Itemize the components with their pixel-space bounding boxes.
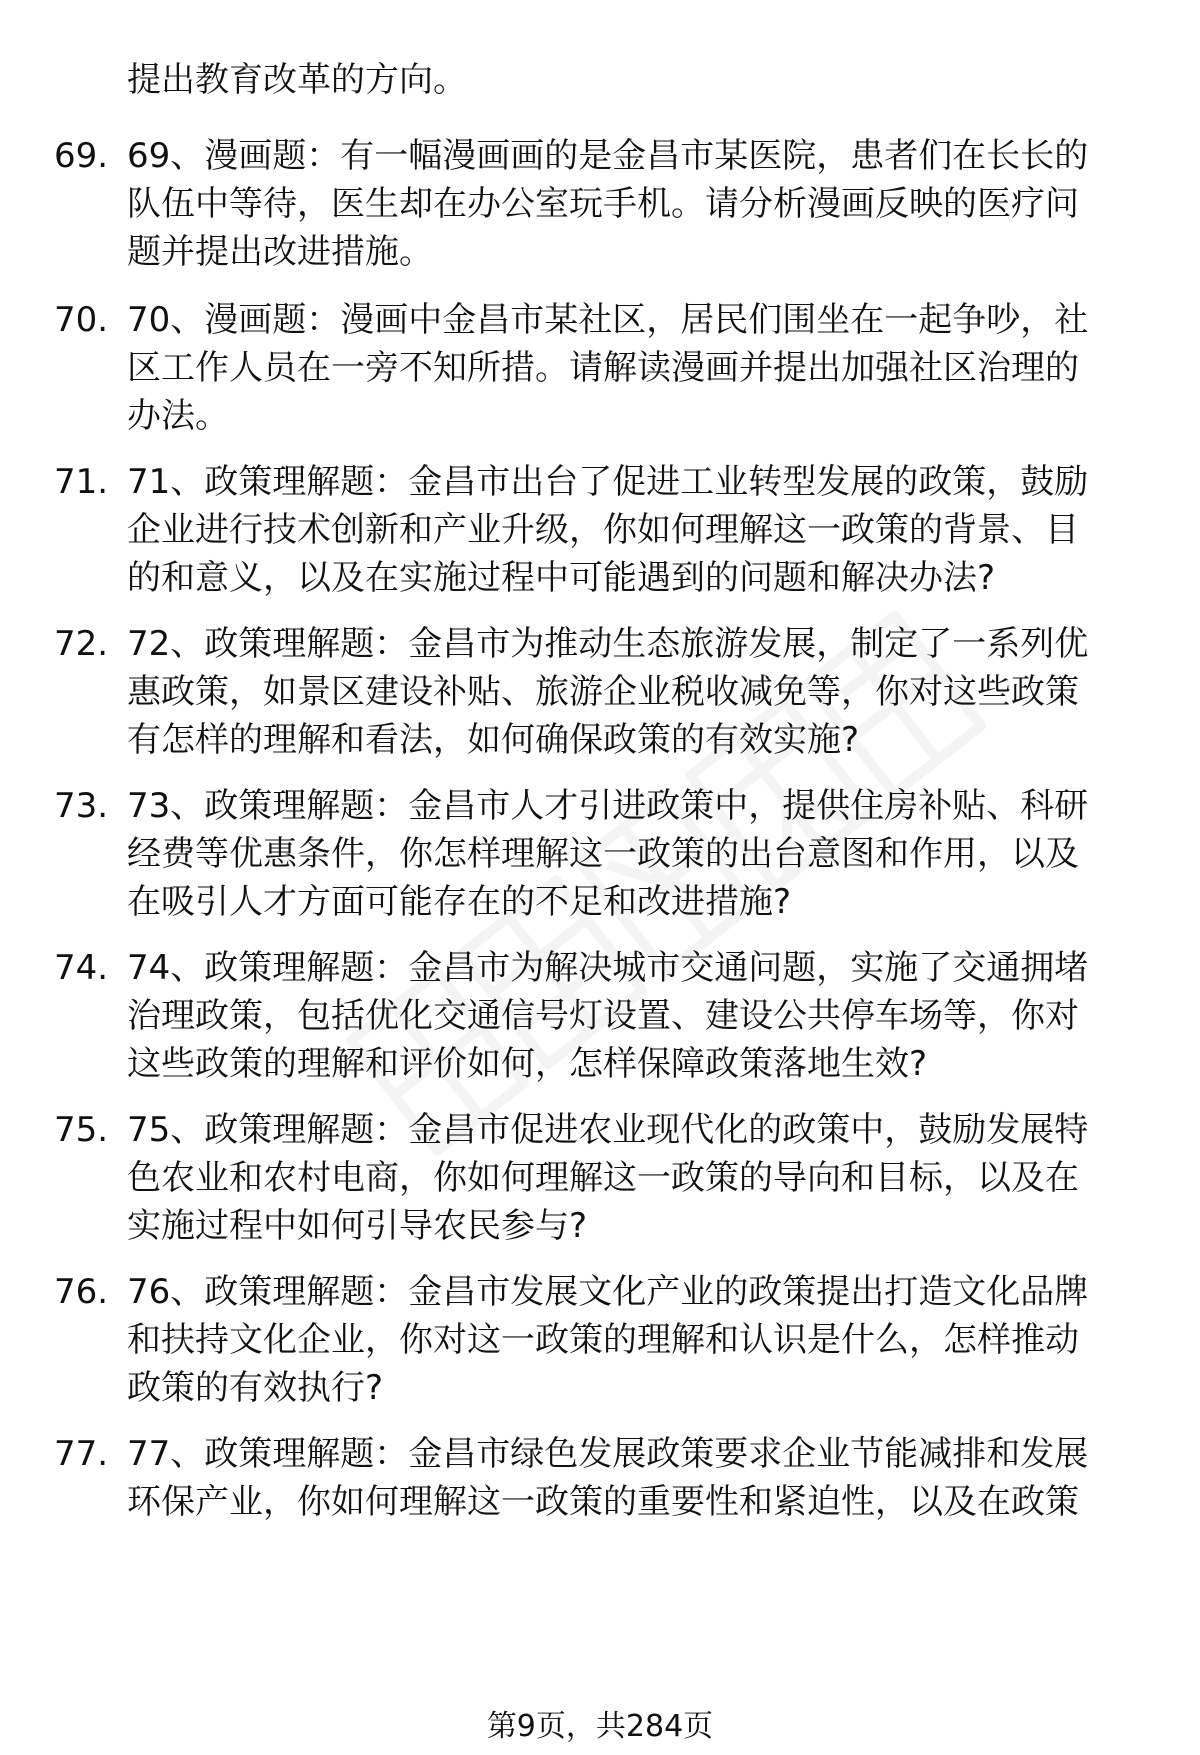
list-item-line: 区工作人员在一旁不知所措。请解读漫画并提出加强社区治理的 [127, 348, 1079, 388]
list-item-number: 74. [54, 948, 109, 988]
list-item-line: 题并提出改进措施。 [127, 232, 433, 272]
list-item-number: 69. [54, 136, 109, 176]
list-item-line: 76、政策理解题：金昌市发展文化产业的政策提出打造文化品牌 [127, 1272, 1089, 1312]
list-item-line: 在吸引人才方面可能存在的不足和改进措施? [127, 882, 792, 922]
list-item-line: 有怎样的理解和看法，如何确保政策的有效实施? [127, 720, 860, 760]
list-item-line: 77、政策理解题：金昌市绿色发展政策要求企业节能减排和发展 [127, 1434, 1089, 1474]
list-item-line: 治理政策，包括优化交通信号灯设置、建设公共停车场等，你对 [127, 996, 1079, 1036]
list-item-text [127, 620, 1147, 764]
list-item-text [127, 944, 1147, 1088]
list-item-text [127, 132, 1147, 276]
list-item-number: 70. [54, 300, 109, 340]
list-item-number: 76. [54, 1272, 109, 1312]
page-footer: 第9页，共284页 [486, 1709, 714, 1744]
list-item-line: 71、政策理解题：金昌市出台了促进工业转型发展的政策，鼓励 [127, 462, 1089, 502]
list-item-line: 环保产业，你如何理解这一政策的重要性和紧迫性，以及在政策 [127, 1482, 1079, 1522]
list-item-line: 69、漫画题：有一幅漫画画的是金昌市某医院，患者们在长长的 [127, 136, 1089, 176]
list-item-line: 和扶持文化企业，你对这一政策的理解和认识是什么，怎样推动 [127, 1320, 1079, 1360]
list-item-number: 71. [54, 462, 109, 502]
list-item-line: 企业进行技术创新和产业升级，你如何理解这一政策的背景、目 [127, 510, 1079, 550]
list-item-line: 队伍中等待，医生却在办公室玩手机。请分析漫画反映的医疗问 [127, 184, 1079, 224]
list-item-line: 75、政策理解题：金昌市促进农业现代化的政策中，鼓励发展特 [127, 1110, 1089, 1150]
list-item-number: 75. [54, 1110, 109, 1150]
list-item-text [127, 458, 1147, 602]
list-item-line: 政策的有效执行? [127, 1368, 384, 1408]
list-item-text [127, 1268, 1147, 1412]
list-item-number: 73. [54, 786, 109, 826]
list-item-line: 实施过程中如何引导农民参与? [127, 1206, 588, 1246]
list-item-line: 惠政策，如景区建设补贴、旅游企业税收减免等，你对这些政策 [127, 672, 1079, 712]
list-item-text [127, 1430, 1147, 1526]
list-item-line: 的和意义，以及在实施过程中可能遇到的问题和解决办法? [127, 558, 996, 598]
continuation-text: 提出教育改革的方向。 [127, 60, 467, 100]
list-item-line: 办法。 [127, 396, 229, 436]
list-item-line: 73、政策理解题：金昌市人才引进政策中，提供住房补贴、科研 [127, 786, 1089, 826]
list-item-line: 色农业和农村电商，你如何理解这一政策的导向和目标，以及在 [127, 1158, 1079, 1198]
list-item-number: 77. [54, 1434, 109, 1474]
list-item-number: 72. [54, 624, 109, 664]
list-item-line: 这些政策的理解和评价如何，怎样保障政策落地生效? [127, 1044, 928, 1084]
list-item-text [127, 782, 1147, 926]
list-item-text [127, 1106, 1147, 1250]
list-item-line: 74、政策理解题：金昌市为解决城市交通问题，实施了交通拥堵 [127, 948, 1089, 988]
list-item-line: 70、漫画题：漫画中金昌市某社区，居民们围坐在一起争吵，社 [127, 300, 1089, 340]
list-item-line: 72、政策理解题：金昌市为推动生态旅游发展，制定了一系列优 [127, 624, 1089, 664]
list-item-line: 经费等优惠条件，你怎样理解这一政策的出台意图和作用，以及 [127, 834, 1079, 874]
list-item-text [127, 296, 1147, 440]
